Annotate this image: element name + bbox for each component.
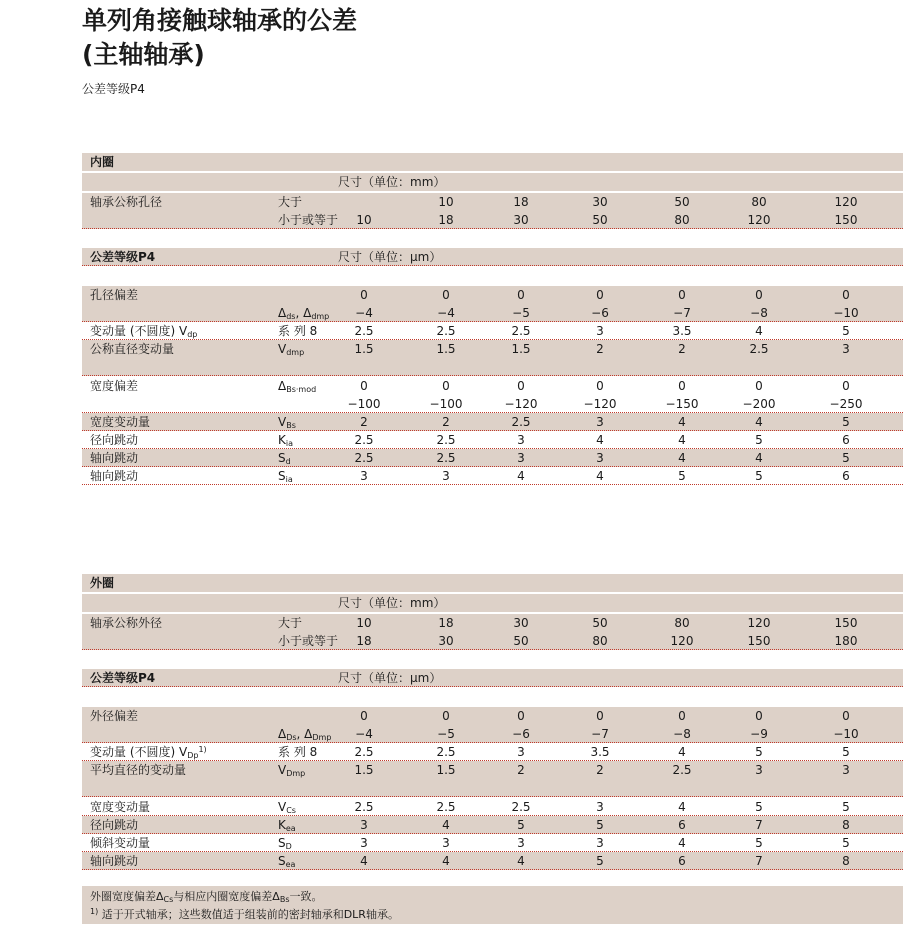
outer-sd-values-col-3: 3 xyxy=(517,836,525,850)
inner-incl-values-col-4: 50 xyxy=(592,213,608,227)
inner-vdmp-values-col-6: 2.5 xyxy=(749,342,769,356)
outer-od-dev-upper-col-5: 0 xyxy=(678,709,686,723)
inner-width-dev-lower-col-5: −150 xyxy=(665,397,699,411)
inner-bore-dev-lower-col-5: −7 xyxy=(673,306,691,320)
inner-vbs-values-col-2: 2 xyxy=(442,415,450,429)
outer-vdp-label: 变动量 (不圆度) $V_{Dp}^{1)}$ xyxy=(90,745,207,760)
outer-sea-values-col-1: 4 xyxy=(360,854,368,868)
outer-vcs-values-col-4: 3 xyxy=(596,800,604,814)
inner-vbs-values-col-3: 2.5 xyxy=(511,415,531,429)
inner-bore-dev-label: 孔径偏差 xyxy=(90,288,139,302)
outer-vcs-values-col-6: 5 xyxy=(755,800,763,814)
inner-vbs-symbol: $V_{Bs}$ xyxy=(278,415,296,430)
outer-tol-class-row xyxy=(82,669,903,687)
outer-sea-values-col-6: 7 xyxy=(755,854,763,868)
footnote-open-bearings: $^{1)}$ 适于开式轴承；这些数值适于组装前的密封轴承和DLR轴承。 xyxy=(90,907,399,921)
outer-vdp-symbol: 系 列 8 xyxy=(278,745,318,759)
inner-vdp-values-col-7: 5 xyxy=(842,324,850,338)
outer-vdp-values-col-2: 2.5 xyxy=(436,745,456,759)
footnote-width-deviation: 外圈宽度偏差$\Delta_{Cs}$与相应内圈宽度偏差$\Delta_{Bs}$一致。 xyxy=(90,890,323,904)
outer-vdp-values-col-4: 3.5 xyxy=(590,745,610,759)
inner-sia-values-col-5: 5 xyxy=(678,469,686,483)
outer-tol-class-label: 公差等级P4 xyxy=(90,671,156,685)
outer-od-dev-lower-col-1: −4 xyxy=(355,727,373,741)
inner-kia-values-col-3: 3 xyxy=(517,433,525,447)
outer-vcs-row xyxy=(82,798,903,816)
outer-sd-symbol: $S_D$ xyxy=(278,836,292,851)
inner-over-values-col-7: 120 xyxy=(834,195,858,209)
inner-width-dev-upper-col-1: 0 xyxy=(360,379,368,393)
outer-vdp-values-col-5: 4 xyxy=(678,745,686,759)
outer-sea-label: 轴向跳动 xyxy=(90,854,139,868)
inner-over-label: 大于 xyxy=(278,195,303,209)
inner-sia-values-col-4: 4 xyxy=(596,469,604,483)
outer-od-dev-upper-row xyxy=(82,707,903,725)
inner-width-dev-upper-row xyxy=(82,377,903,395)
inner-kia-symbol: $K_{ia}$ xyxy=(278,433,293,448)
outer-vdp-values-col-1: 2.5 xyxy=(354,745,374,759)
inner-over-values-col-5: 50 xyxy=(674,195,690,209)
inner-kia-values-col-1: 2.5 xyxy=(354,433,374,447)
outer-over-values-col-3: 30 xyxy=(513,616,529,630)
outer-incl-values-col-2: 30 xyxy=(438,634,454,648)
inner-incl-values-col-5: 80 xyxy=(674,213,690,227)
inner-bore-dev-symbol: $\Delta_{ds}$, $\Delta_{dmp}$ xyxy=(278,306,330,321)
outer-od-dev-upper-col-1: 0 xyxy=(360,709,368,723)
outer-size-header: 尺寸（单位：mm） xyxy=(338,596,446,610)
outer-vdp-row xyxy=(82,743,903,761)
inner-width-dev-upper-col-7: 0 xyxy=(842,379,850,393)
outer-sea-values-col-4: 5 xyxy=(596,854,604,868)
outer-incl-values-col-5: 120 xyxy=(670,634,694,648)
outer-sea-row xyxy=(82,852,903,870)
inner-vdmp-row xyxy=(82,340,903,358)
inner-sia-values-col-2: 3 xyxy=(442,469,450,483)
inner-width-dev-lower-col-1: −100 xyxy=(347,397,381,411)
inner-bore-dev-upper-col-6: 0 xyxy=(755,288,763,302)
inner-sia-symbol: $S_{ia}$ xyxy=(278,469,293,484)
outer-sd-values-col-1: 3 xyxy=(360,836,368,850)
outer-size-header-row xyxy=(82,594,903,612)
inner-vbs-values-col-7: 5 xyxy=(842,415,850,429)
inner-vdmp-values-col-5: 2 xyxy=(678,342,686,356)
inner-kia-values-col-2: 2.5 xyxy=(436,433,456,447)
outer-vcs-symbol: $V_{Cs}$ xyxy=(278,800,296,815)
outer-sd-label: 倾斜变动量 xyxy=(90,836,151,850)
inner-incl-values-col-3: 30 xyxy=(513,213,529,227)
outer-vcs-values-col-2: 2.5 xyxy=(436,800,456,814)
inner-width-dev-lower-row xyxy=(82,395,903,413)
inner-vbs-values-col-6: 4 xyxy=(755,415,763,429)
outer-over-values-col-6: 120 xyxy=(747,616,771,630)
inner-vbs-label: 宽度变动量 xyxy=(90,415,151,429)
inner-tol-class-row xyxy=(82,248,903,266)
tolerance-class-subtitle: 公差等级P4 xyxy=(82,82,145,96)
inner-bore-dev-upper-col-4: 0 xyxy=(596,288,604,302)
inner-width-dev-upper-col-5: 0 xyxy=(678,379,686,393)
inner-sd-values-col-4: 3 xyxy=(596,451,604,465)
inner-width-dev-symbol: $\Delta_{Bs\cdot mod}$ xyxy=(278,379,317,394)
inner-incl-values-col-2: 18 xyxy=(438,213,454,227)
inner-bore-dev-lower-col-1: −4 xyxy=(355,306,373,320)
inner-width-dev-lower-col-7: −250 xyxy=(829,397,863,411)
outer-kea-values-col-2: 4 xyxy=(442,818,450,832)
outer-vcs-label: 宽度变动量 xyxy=(90,800,151,814)
outer-section-row xyxy=(82,574,903,592)
inner-over-values-col-4: 30 xyxy=(592,195,608,209)
outer-od-dev-lower-col-5: −8 xyxy=(673,727,691,741)
inner-over-values-col-3: 18 xyxy=(513,195,529,209)
inner-width-dev-lower-col-2: −100 xyxy=(429,397,463,411)
inner-vdmp-values-col-1: 1.5 xyxy=(354,342,374,356)
inner-vdmp-label: 公称直径变动量 xyxy=(90,342,175,356)
inner-vdmp-values-col-3: 1.5 xyxy=(511,342,531,356)
inner-kia-values-col-6: 5 xyxy=(755,433,763,447)
inner-bore-dev-lower-col-3: −5 xyxy=(512,306,530,320)
inner-sia-values-col-1: 3 xyxy=(360,469,368,483)
inner-bore-dev-upper-row xyxy=(82,286,903,304)
outer-od-dev-symbol: $\Delta_{Ds}$, $\Delta_{Dmp}$ xyxy=(278,727,332,742)
outer-sd-values-col-5: 4 xyxy=(678,836,686,850)
outer-vdp-values-col-3: 3 xyxy=(517,745,525,759)
outer-sea-symbol: $S_{ea}$ xyxy=(278,854,296,869)
outer-vdp-values-col-7: 5 xyxy=(842,745,850,759)
inner-bore-dev-upper-col-3: 0 xyxy=(517,288,525,302)
inner-vdp-values-col-6: 4 xyxy=(755,324,763,338)
inner-incl-values-col-6: 120 xyxy=(747,213,771,227)
inner-vdmp-symbol: $V_{dmp}$ xyxy=(278,342,305,357)
outer-sea-values-col-5: 6 xyxy=(678,854,686,868)
inner-width-dev-label: 宽度偏差 xyxy=(90,379,139,393)
inner-bore-dev-upper-col-2: 0 xyxy=(442,288,450,302)
outer-od-dev-lower-col-4: −7 xyxy=(591,727,609,741)
outer-vdmp-filler xyxy=(82,779,903,797)
inner-sd-values-col-6: 4 xyxy=(755,451,763,465)
outer-incl-values-col-4: 80 xyxy=(592,634,608,648)
outer-vdmp-values-col-3: 2 xyxy=(517,763,525,777)
outer-vdmp-values-col-1: 1.5 xyxy=(354,763,374,777)
outer-over-values-col-4: 50 xyxy=(592,616,608,630)
outer-od-dev-upper-col-2: 0 xyxy=(442,709,450,723)
title-line-2: (主轴轴承) xyxy=(82,40,205,69)
inner-bore-dev-lower-row xyxy=(82,304,903,322)
inner-width-dev-upper-col-2: 0 xyxy=(442,379,450,393)
inner-size-header: 尺寸（单位：mm） xyxy=(338,175,446,189)
inner-over-values-col-2: 10 xyxy=(438,195,454,209)
outer-vdp-values-col-6: 5 xyxy=(755,745,763,759)
inner-vdmp-values-col-4: 2 xyxy=(596,342,604,356)
outer-od-dev-upper-col-4: 0 xyxy=(596,709,604,723)
inner-bore-dev-lower-col-4: −6 xyxy=(591,306,609,320)
inner-vbs-row xyxy=(82,413,903,431)
inner-sia-values-col-6: 5 xyxy=(755,469,763,483)
inner-vdp-symbol: 系 列 8 xyxy=(278,324,318,338)
outer-vcs-values-col-5: 4 xyxy=(678,800,686,814)
inner-incl-label: 小于或等于 xyxy=(278,213,339,227)
inner-vdmp-filler xyxy=(82,358,903,376)
outer-vdmp-values-col-6: 3 xyxy=(755,763,763,777)
inner-sia-row xyxy=(82,467,903,485)
outer-vcs-values-col-3: 2.5 xyxy=(511,800,531,814)
inner-sd-values-col-2: 2.5 xyxy=(436,451,456,465)
inner-vbs-values-col-4: 3 xyxy=(596,415,604,429)
title-line-1: 单列角接触球轴承的公差 xyxy=(82,6,358,35)
outer-od-dev-lower-col-2: −5 xyxy=(437,727,455,741)
outer-vdmp-label: 平均直径的变动量 xyxy=(90,763,187,777)
inner-um-header: 尺寸（单位：μm） xyxy=(338,250,442,264)
inner-incl-values-col-7: 150 xyxy=(834,213,858,227)
outer-sd-row xyxy=(82,834,903,852)
inner-vdp-label: 变动量 (不圆度) $V_{dp}$ xyxy=(90,324,198,339)
inner-vdp-values-col-4: 3 xyxy=(596,324,604,338)
outer-kea-values-col-1: 3 xyxy=(360,818,368,832)
inner-incl-row xyxy=(82,211,903,229)
inner-sia-values-col-3: 4 xyxy=(517,469,525,483)
inner-sd-label: 轴向跳动 xyxy=(90,451,139,465)
inner-sia-values-col-7: 6 xyxy=(842,469,850,483)
outer-vdmp-symbol: $V_{Dmp}$ xyxy=(278,763,306,778)
outer-sd-values-col-7: 5 xyxy=(842,836,850,850)
outer-od-dev-lower-col-7: −10 xyxy=(833,727,859,741)
outer-um-header: 尺寸（单位：μm） xyxy=(338,671,442,685)
outer-kea-values-col-3: 5 xyxy=(517,818,525,832)
outer-incl-values-col-6: 150 xyxy=(747,634,771,648)
inner-over-row xyxy=(82,193,903,211)
inner-bore-dev-lower-col-2: −4 xyxy=(437,306,455,320)
inner-vdp-values-col-2: 2.5 xyxy=(436,324,456,338)
inner-width-dev-lower-col-3: −120 xyxy=(504,397,538,411)
outer-sd-values-col-2: 3 xyxy=(442,836,450,850)
inner-incl-values-col-1: 10 xyxy=(356,213,372,227)
outer-kea-row xyxy=(82,816,903,834)
outer-sea-values-col-3: 4 xyxy=(517,854,525,868)
outer-od-dev-lower-col-6: −9 xyxy=(750,727,768,741)
inner-kia-label: 径向跳动 xyxy=(90,433,139,447)
inner-bore-label: 轴承公称孔径 xyxy=(90,195,163,209)
inner-kia-row xyxy=(82,431,903,449)
outer-vcs-values-col-1: 2.5 xyxy=(354,800,374,814)
inner-width-dev-lower-col-6: −200 xyxy=(742,397,776,411)
outer-kea-values-col-5: 6 xyxy=(678,818,686,832)
outer-vcs-values-col-7: 5 xyxy=(842,800,850,814)
inner-vdmp-values-col-2: 1.5 xyxy=(436,342,456,356)
inner-vdp-values-col-3: 2.5 xyxy=(511,324,531,338)
outer-over-values-col-1: 10 xyxy=(356,616,372,630)
outer-over-label: 大于 xyxy=(278,616,303,630)
footnotes xyxy=(82,886,903,924)
inner-section-row xyxy=(82,153,903,171)
inner-sia-label: 轴向跳动 xyxy=(90,469,139,483)
outer-sea-values-col-7: 8 xyxy=(842,854,850,868)
inner-width-dev-upper-col-6: 0 xyxy=(755,379,763,393)
inner-bore-dev-lower-col-6: −8 xyxy=(750,306,768,320)
outer-kea-values-col-4: 5 xyxy=(596,818,604,832)
inner-kia-values-col-7: 6 xyxy=(842,433,850,447)
inner-vdp-values-col-5: 3.5 xyxy=(672,324,692,338)
inner-tol-class-label: 公差等级P4 xyxy=(90,250,156,264)
outer-section-label: 外圈 xyxy=(90,576,115,590)
inner-bore-dev-upper-col-7: 0 xyxy=(842,288,850,302)
inner-vdmp-values-col-7: 3 xyxy=(842,342,850,356)
outer-kea-values-col-6: 7 xyxy=(755,818,763,832)
inner-sd-values-col-5: 4 xyxy=(678,451,686,465)
outer-od-dev-label: 外径偏差 xyxy=(90,709,139,723)
inner-sd-values-col-3: 3 xyxy=(517,451,525,465)
outer-incl-row xyxy=(82,632,903,650)
inner-vbs-values-col-5: 4 xyxy=(678,415,686,429)
inner-size-header-row xyxy=(82,173,903,191)
outer-vdmp-values-col-4: 2 xyxy=(596,763,604,777)
outer-incl-values-col-3: 50 xyxy=(513,634,529,648)
outer-sd-values-col-6: 5 xyxy=(755,836,763,850)
inner-bore-dev-upper-col-5: 0 xyxy=(678,288,686,302)
inner-width-dev-lower-col-4: −120 xyxy=(583,397,617,411)
inner-vdp-values-col-1: 2.5 xyxy=(354,324,374,338)
outer-vdmp-values-col-2: 1.5 xyxy=(436,763,456,777)
outer-sd-values-col-4: 3 xyxy=(596,836,604,850)
outer-over-values-col-2: 18 xyxy=(438,616,454,630)
inner-sd-symbol: $S_d$ xyxy=(278,451,291,466)
inner-width-dev-upper-col-4: 0 xyxy=(596,379,604,393)
inner-bore-dev-upper-col-1: 0 xyxy=(360,288,368,302)
outer-over-values-col-5: 80 xyxy=(674,616,690,630)
outer-incl-label: 小于或等于 xyxy=(278,634,339,648)
inner-over-values-col-6: 80 xyxy=(751,195,767,209)
inner-sd-values-col-7: 5 xyxy=(842,451,850,465)
inner-section-label: 内圈 xyxy=(90,155,115,169)
outer-kea-values-col-7: 8 xyxy=(842,818,850,832)
inner-vbs-values-col-1: 2 xyxy=(360,415,368,429)
outer-sea-values-col-2: 4 xyxy=(442,854,450,868)
outer-od-dev-upper-col-7: 0 xyxy=(842,709,850,723)
outer-od-label: 轴承公称外径 xyxy=(90,616,163,630)
outer-incl-values-col-1: 18 xyxy=(356,634,372,648)
page-title xyxy=(82,4,357,72)
outer-over-values-col-7: 150 xyxy=(834,616,858,630)
inner-bore-dev-lower-col-7: −10 xyxy=(833,306,859,320)
outer-kea-label: 径向跳动 xyxy=(90,818,139,832)
outer-od-dev-lower-row xyxy=(82,725,903,743)
inner-sd-row xyxy=(82,449,903,467)
inner-kia-values-col-4: 4 xyxy=(596,433,604,447)
outer-incl-values-col-7: 180 xyxy=(834,634,858,648)
outer-od-dev-lower-col-3: −6 xyxy=(512,727,530,741)
inner-sd-values-col-1: 2.5 xyxy=(354,451,374,465)
outer-kea-symbol: $K_{ea}$ xyxy=(278,818,296,833)
outer-vdmp-row xyxy=(82,761,903,779)
outer-od-dev-upper-col-3: 0 xyxy=(517,709,525,723)
outer-vdmp-values-col-7: 3 xyxy=(842,763,850,777)
outer-over-row xyxy=(82,614,903,632)
outer-vdmp-values-col-5: 2.5 xyxy=(672,763,692,777)
inner-width-dev-upper-col-3: 0 xyxy=(517,379,525,393)
outer-od-dev-upper-col-6: 0 xyxy=(755,709,763,723)
inner-kia-values-col-5: 4 xyxy=(678,433,686,447)
inner-vdp-row xyxy=(82,322,903,340)
